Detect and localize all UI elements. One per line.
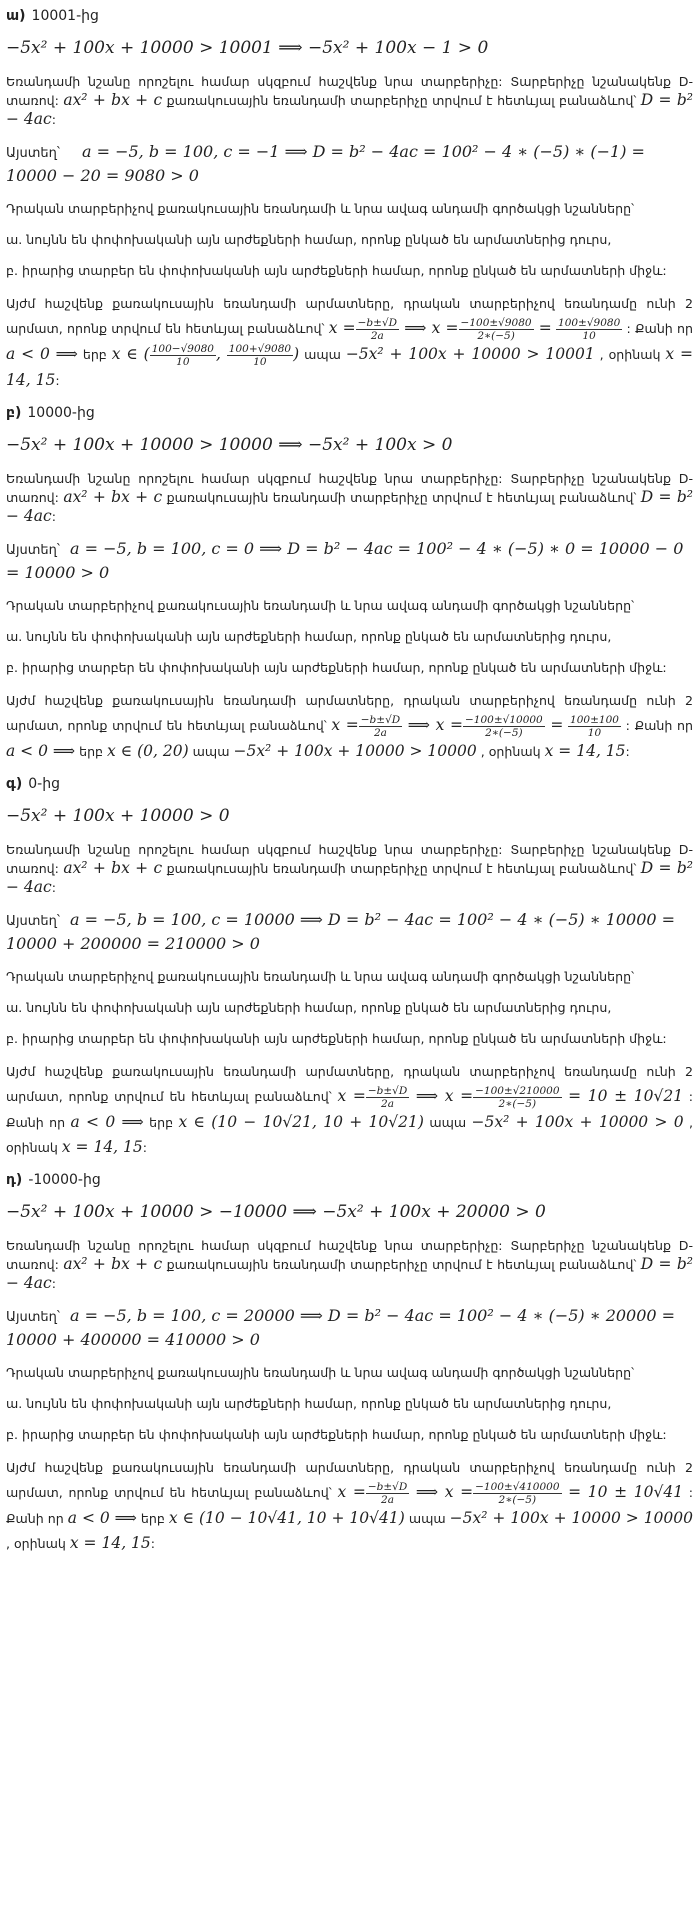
- discriminant-formula: D = b² − 4ac: [6, 1255, 694, 1292]
- discriminant-calc: [6, 1305, 693, 1351]
- roots-math: ⟹ x =: [409, 1087, 474, 1105]
- positive-discriminant-note: Դրական տարբերիչով քառակուսային եռանդամի և նրա ավագ անդամի գործակցի նշանները՝: [6, 598, 635, 613]
- roots-conclusion: [6, 1060, 693, 1160]
- since-math: a < 0 ⟹: [6, 345, 78, 363]
- roots-math: ⟹ x =: [409, 1483, 474, 1501]
- result-math: −5x² + 100x + 10000 > 0: [471, 1113, 684, 1131]
- then-text: ապա: [423, 1115, 472, 1130]
- intro-tail: քառակուսային եռանդամի տարբերիչը տրվում է հետևյալ բանաձևով՝: [162, 93, 641, 108]
- fraction-numerator: 100±√9080: [558, 317, 621, 329]
- result-math: −5x² + 100x + 10000 > 10001: [345, 345, 595, 363]
- intro-text: Եռանդամի նշանը որոշելու համար սկզբում հաշվենք նրա տարբերիչը: Տարբերիչը նշանակենք D-տառով:: [6, 74, 693, 108]
- discriminant-intro: [6, 469, 693, 526]
- intro-end: :: [51, 112, 56, 127]
- inequality: −5x² + 100x + 10000 > 10000 ⟹ −5x² + 100x > 0: [6, 435, 453, 455]
- section-d: [6, 1172, 693, 1556]
- fraction-numerator: 100±100: [570, 714, 619, 726]
- discriminant-formula: D = b² − 4ac: [6, 91, 694, 128]
- intro-end: :: [51, 1276, 56, 1291]
- roots-text: Այժմ հաշվենք քառակուսային եռանդամի արմատները, դրական տարբերիչով եռանդամը ունի 2 արմատ, որոնք տրվում են հետևյալ բանաձևով՝: [6, 1460, 693, 1500]
- section-letter: դ): [6, 1172, 23, 1188]
- section-heading: [6, 405, 693, 421]
- section-heading: [6, 8, 693, 24]
- calc-math: a = −5, b = 100, c = 20000 ⟹ D = b² − 4ac = 100² − 4 ∗ (−5) ∗ 20000 = 10000 + 400000 = 410000 > 0: [6, 1306, 676, 1349]
- fraction-numerator: −b±√D: [367, 1085, 408, 1097]
- section-heading: [6, 776, 693, 792]
- fraction: [473, 1085, 561, 1110]
- discriminant-calc: [6, 141, 693, 187]
- roots-math: ⟹ x =: [402, 716, 463, 734]
- intro-tail: քառակուսային եռանդամի տարբերիչը տրվում է հետևյալ բանաձևով՝: [162, 861, 641, 876]
- example-math: x = 14, 15: [69, 1534, 151, 1552]
- fraction-denominator: 10: [253, 356, 267, 368]
- roots-text: Այժմ հաշվենք քառակուսային եռանդամի արմատները, դրական տարբերիչով եռանդամը ունի 2 արմատ, որոնք տրվում են հետևյալ բանաձևով՝: [6, 693, 693, 733]
- since-text: : Քանի որ: [6, 1485, 694, 1526]
- fraction-numerator: 100+√9080: [228, 343, 292, 355]
- section-b: [6, 405, 693, 764]
- discriminant-formula: D = b² − 4ac: [6, 859, 694, 896]
- since-text: : Քանի որ: [622, 321, 693, 336]
- interval-separator: ,: [216, 345, 227, 363]
- result-math: −5x² + 100x + 10000 > 10000: [233, 742, 477, 760]
- since-math: a < 0 ⟹: [67, 1509, 137, 1527]
- intro-tail: քառակուսային եռանդամի տարբերիչը տրվում է հետևյալ բանաձևով՝: [162, 1257, 641, 1272]
- roots-conclusion: [6, 689, 693, 764]
- fraction: [356, 317, 399, 342]
- fraction-numerator: −100±√210000: [475, 1085, 560, 1097]
- interval-math: x ∈ (: [111, 345, 150, 363]
- here-label: Այստեղ՝: [6, 1310, 60, 1325]
- here-label: Այստեղ՝: [6, 543, 60, 558]
- positive-discriminant-note: Դրական տարբերիչով քառակուսային եռանդամի և նրա ավագ անդամի գործակցի նշանները՝: [6, 969, 635, 984]
- discriminant-calc: [6, 538, 693, 584]
- fraction: [359, 714, 402, 739]
- discriminant-intro: [6, 72, 693, 129]
- roots-math: = 10 ± 10√21: [561, 1087, 684, 1105]
- since-text: : Քանի որ: [620, 718, 693, 733]
- fraction-numerator: −100±√10000: [465, 714, 543, 726]
- fraction-denominator: 10: [176, 356, 190, 368]
- example-end: :: [142, 1140, 148, 1155]
- example-text: , օրինակ: [476, 744, 545, 759]
- inequality: −5x² + 100x + 10000 > 10001 ⟹ −5x² + 100x − 1 > 0: [6, 38, 489, 58]
- discriminant-intro: [6, 1236, 693, 1293]
- roots-math: x =: [331, 716, 359, 734]
- when-text: երբ: [136, 1511, 169, 1526]
- example-end: :: [150, 1536, 156, 1551]
- rule-item-a: ա. նույնն են փոփոխականի այն արժեքների համար, որոնք ընկած են արմատներից դուրս,: [6, 629, 612, 644]
- interval-math: x ∈ (10 − 10√41, 10 + 10√41): [168, 1509, 405, 1527]
- intro-end: :: [51, 509, 56, 524]
- example-text: , օրինակ: [594, 347, 666, 362]
- section-heading: [6, 1172, 693, 1188]
- example-end: :: [55, 373, 60, 388]
- fraction-numerator: −100±√9080: [460, 317, 532, 329]
- section-title: -10000-ից: [28, 1172, 101, 1188]
- fraction-numerator: −b±√D: [360, 714, 401, 726]
- since-math: a < 0 ⟹: [6, 742, 76, 760]
- calc-math: a = −5, b = 100, c = −1 ⟹ D = b² − 4ac = 100² − 4 ∗ (−5) ∗ (−1) = 10000 − 20 = 9080 > 0: [6, 142, 645, 185]
- roots-math: = 10 ± 10√41: [561, 1483, 684, 1501]
- trinomial-math: ax² + bx + c: [63, 488, 163, 506]
- fraction: [227, 343, 293, 368]
- discriminant-formula: D = b² − 4ac: [6, 488, 694, 525]
- intro-text: Եռանդամի նշանը որոշելու համար սկզբում հաշվենք նրա տարբերիչը: Տարբերիչը նշանակենք D-տառով:: [6, 842, 693, 876]
- rule-item-a: ա. նույնն են փոփոխականի այն արժեքների համար, որոնք ընկած են արմատներից դուրս,: [6, 232, 612, 247]
- fraction-numerator: −100±√410000: [475, 1481, 560, 1493]
- since-text: : Քանի որ: [6, 1089, 694, 1130]
- fraction: [556, 317, 622, 342]
- intro-tail: քառակուսային եռանդամի տարբերիչը տրվում է հետևյալ բանաձևով՝: [162, 490, 641, 505]
- roots-conclusion: [6, 1456, 693, 1556]
- section-c: [6, 776, 693, 1160]
- rule-item-a: ա. նույնն են փոփոխականի այն արժեքների համար, որոնք ընկած են արմատներից դուրս,: [6, 1396, 612, 1411]
- fraction: [568, 714, 621, 739]
- then-text: ապա: [299, 347, 346, 362]
- fraction-denominator: 10: [587, 727, 602, 739]
- fraction-denominator: 2∗(−5): [498, 1494, 537, 1506]
- interval-math: x ∈ (0, 20): [107, 742, 189, 760]
- roots-math: x =: [328, 319, 356, 337]
- section-title: 0-ից: [28, 776, 60, 792]
- section-a: [6, 8, 693, 393]
- fraction-denominator: 2∗(−5): [477, 330, 515, 342]
- example-text: , օրինակ: [6, 1536, 70, 1551]
- positive-discriminant-note: Դրական տարբերիչով քառակուսային եռանդամի և նրա ավագ անդամի գործակցի նշանները՝: [6, 201, 635, 216]
- roots-text: Այժմ հաշվենք քառակուսային եռանդամի արմատները, դրական տարբերիչով եռանդամը ունի 2 արմատ, որոնք տրվում են հետևյալ բանաձևով՝: [6, 296, 693, 336]
- rule-item-b: բ. իրարից տարբեր են փոփոխականի այն արժեքների համար, որոնք ընկած են արմատների միջև:: [6, 263, 667, 278]
- fraction-numerator: −b±√D: [367, 1481, 408, 1493]
- section-letter: բ): [6, 405, 22, 421]
- then-text: ապա: [188, 744, 234, 759]
- fraction-denominator: 2a: [373, 727, 387, 739]
- rule-item-a: ա. նույնն են փոփոխականի այն արժեքների համար, որոնք ընկած են արմատներից դուրս,: [6, 1000, 612, 1015]
- example-text: , օրինակ: [6, 1115, 694, 1155]
- here-label: Այստեղ՝: [6, 146, 60, 161]
- fraction-numerator: −b±√D: [357, 317, 398, 329]
- here-label: Այստեղ՝: [6, 914, 60, 929]
- section-letter: գ): [6, 776, 23, 792]
- fraction-denominator: 10: [582, 330, 596, 342]
- result-math: −5x² + 100x + 10000 > 10000: [449, 1509, 693, 1527]
- rule-item-b: բ. իրարից տարբեր են փոփոխականի այն արժեքների համար, որոնք ընկած են արմատների միջև:: [6, 1031, 667, 1046]
- roots-math: x =: [337, 1483, 366, 1501]
- calc-math: a = −5, b = 100, c = 10000 ⟹ D = b² − 4ac = 100² − 4 ∗ (−5) ∗ 10000 = 10000 + 200000 = 210000 > 0: [6, 910, 676, 953]
- fraction: [366, 1085, 409, 1110]
- roots-math: =: [544, 716, 564, 734]
- fraction: [366, 1481, 409, 1506]
- example-math: x = 14, 15: [6, 345, 693, 389]
- interval-end: ): [293, 345, 300, 363]
- roots-math: =: [533, 319, 552, 337]
- trinomial-math: ax² + bx + c: [63, 859, 163, 877]
- inequality: −5x² + 100x + 10000 > −10000 ⟹ −5x² + 100x + 20000 > 0: [6, 1202, 546, 1222]
- fraction-denominator: 2∗(−5): [485, 727, 523, 739]
- fraction: [150, 343, 216, 368]
- when-text: երբ: [77, 347, 112, 362]
- example-end: :: [625, 744, 630, 759]
- fraction: [473, 1481, 561, 1506]
- calc-math: a = −5, b = 100, c = 0 ⟹ D = b² − 4ac = 100² − 4 ∗ (−5) ∗ 0 = 10000 − 0 = 10000 > 0: [6, 539, 684, 582]
- when-text: երբ: [75, 744, 108, 759]
- fraction-denominator: 2∗(−5): [498, 1098, 537, 1110]
- fraction: [459, 317, 534, 342]
- section-title: 10000-ից: [27, 405, 95, 421]
- fraction-numerator: 100−√9080: [151, 343, 214, 355]
- fraction-denominator: 2a: [370, 330, 384, 342]
- section-letter: ա): [6, 8, 26, 24]
- example-math: x = 14, 15: [61, 1138, 143, 1156]
- rule-item-b: բ. իրարից տարբեր են փոփոխականի այն արժեքների համար, որոնք ընկած են արմատների միջև:: [6, 1427, 667, 1442]
- discriminant-calc: [6, 909, 693, 955]
- roots-math: ⟹ x =: [399, 319, 459, 337]
- fraction-denominator: 2a: [381, 1098, 394, 1110]
- inequality: −5x² + 100x + 10000 > 0: [6, 806, 230, 826]
- intro-text: Եռանդամի նշանը որոշելու համար սկզբում հաշվենք նրա տարբերիչը: Տարբերիչը նշանակենք D-տառով:: [6, 471, 693, 505]
- intro-text: Եռանդամի նշանը որոշելու համար սկզբում հաշվենք նրա տարբերիչը: Տարբերիչը նշանակենք D-տառով:: [6, 1238, 693, 1272]
- section-title: 10001-ից: [31, 8, 99, 24]
- positive-discriminant-note: Դրական տարբերիչով քառակուսային եռանդամի և նրա ավագ անդամի գործակցի նշանները՝: [6, 1365, 635, 1380]
- trinomial-math: ax² + bx + c: [63, 91, 163, 109]
- example-math: x = 14, 15: [544, 742, 626, 760]
- fraction-denominator: 2a: [381, 1494, 394, 1506]
- fraction: [463, 714, 545, 739]
- roots-math: x =: [337, 1087, 366, 1105]
- discriminant-intro: [6, 840, 693, 897]
- intro-end: :: [51, 880, 56, 895]
- then-text: ապա: [404, 1511, 450, 1526]
- since-math: a < 0 ⟹: [70, 1113, 144, 1131]
- rule-item-b: բ. իրարից տարբեր են փոփոխականի այն արժեքների համար, որոնք ընկած են արմատների միջև:: [6, 660, 667, 675]
- when-text: երբ: [143, 1115, 179, 1130]
- roots-text: Այժմ հաշվենք քառակուսային եռանդամի արմատները, դրական տարբերիչով եռանդամը ունի 2 արմատ, որոնք տրվում են հետևյալ բանաձևով՝: [6, 1064, 693, 1104]
- roots-conclusion: [6, 292, 693, 393]
- document: [6, 0, 693, 1568]
- trinomial-math: ax² + bx + c: [63, 1255, 163, 1273]
- interval-math: x ∈ (10 − 10√21, 10 + 10√21): [178, 1113, 424, 1131]
